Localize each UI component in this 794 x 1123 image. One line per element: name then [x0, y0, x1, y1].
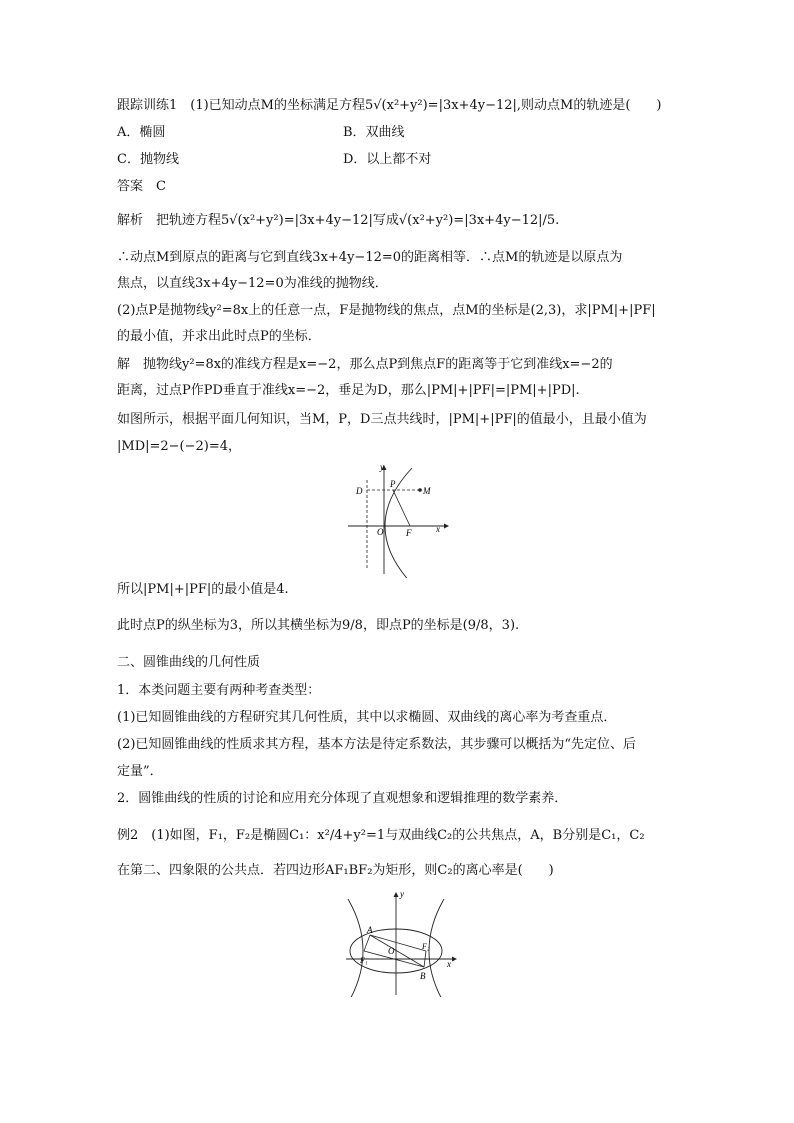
solution-line-2: 距离，过点P作PD垂直于准线x=−2，垂足为D，那么|PM|+|PF|=|PM|+|PD|. [117, 383, 580, 398]
fig2-b-label: B [420, 971, 426, 981]
analysis-line-1: 解析 把轨迹方程5√(x²+y²)=|3x+4y−12|写成√(x²+y²)=|3x+4y−12|/5. [117, 213, 560, 228]
analysis-line-2: ∴动点M到原点的距离与它到直线3x+4y−12=0的距离相等．∴点M的轨迹是以原点为 [117, 250, 623, 265]
fig1-p-label: P [390, 479, 396, 489]
fig2-a-label: A [367, 925, 373, 935]
answer: 答案 C [117, 179, 166, 194]
solution-line-1: 解 抛物线y²=8x的准线方程是x=−2，那么点P到焦点F的距离等于它到准线x=−2的 [117, 357, 613, 372]
section-point-1-2-line-1: (2)已知圆锥曲线的性质求其方程，基本方法是待定系数法，其步骤可以概括为“先定位、后 [117, 737, 637, 752]
section-point-2: 2．圆锥曲线的性质的讨论和应用充分体现了直观想象和逻辑推理的数学素养． [117, 791, 568, 806]
fig1-f-label: F [406, 528, 412, 538]
fig2-origin-label: O [388, 946, 395, 956]
fig1-d-label: D [356, 486, 363, 496]
result-line-1: 所以|PM|+|PF|的最小值是4. [117, 582, 289, 597]
fig2-f1-label: F₁ [360, 956, 368, 965]
option-a: A．椭圆 [117, 125, 166, 140]
question-2-line-1: (2)点P是抛物线y²=8x上的任意一点，F是抛物线的焦点，点M的坐标是(2,3)，求|PM|+|PF| [117, 303, 656, 318]
analysis-line-3: 焦点，以直线3x+4y−12=0为准线的抛物线． [117, 276, 388, 291]
fig1-m-label: M [423, 486, 431, 496]
example-2-line-2: 在第二、四象限的公共点．若四边形AF₁BF₂为矩形，则C₂的离心率是( ) [117, 863, 554, 878]
option-d: D．以上都不对 [343, 152, 432, 167]
section-point-1: 1．本类问题主要有两种考查类型： [117, 683, 321, 698]
question-2-line-2: 的最小值，并求出此时点P的坐标． [117, 329, 321, 344]
fig2-f2-label: F₂ [422, 942, 430, 951]
exercise-1-question: 跟踪训练1 (1)已知动点M的坐标满足方程5√(x²+y²)=|3x+4y−12|,则动点M的轨迹是( ) [117, 98, 662, 113]
result-line-2: 此时点P的纵坐标为3，所以其横坐标为9/8，即点P的坐标是(9/8，3). [117, 618, 520, 633]
ellipse-hyperbola-figure [340, 885, 460, 997]
fig1-y-label: y [380, 462, 384, 472]
solution-line-3: 如图所示，根据平面几何知识，当M，P，D三点共线时，|PM|+|PF|的值最小，且最小值为 [117, 412, 647, 427]
solution-line-4: |MD|=2−(−2)=4， [117, 439, 242, 454]
fig2-x-label: x [447, 959, 451, 969]
fig2-y-label: y [400, 889, 404, 899]
parabola-figure [340, 460, 452, 578]
section-heading: 二、圆锥曲线的几何性质 [117, 655, 261, 670]
section-point-1-1: (1)已知圆锥曲线的方程研究其几何性质，其中以求椭圆、双曲线的离心率为考查重点． [117, 710, 617, 725]
option-c: C．抛物线 [117, 152, 179, 167]
section-point-1-2-line-2: 定量”． [117, 764, 163, 779]
option-b: B．双曲线 [343, 125, 405, 140]
fig1-origin-label: O [377, 527, 384, 537]
fig1-x-label: x [436, 524, 440, 534]
example-2-line-1: 例2 (1)如图，F₁，F₂是椭圆C₁：x²/4+y²=1与双曲线C₂的公共焦点，A，B分别是C₁，C₂ [117, 828, 645, 843]
